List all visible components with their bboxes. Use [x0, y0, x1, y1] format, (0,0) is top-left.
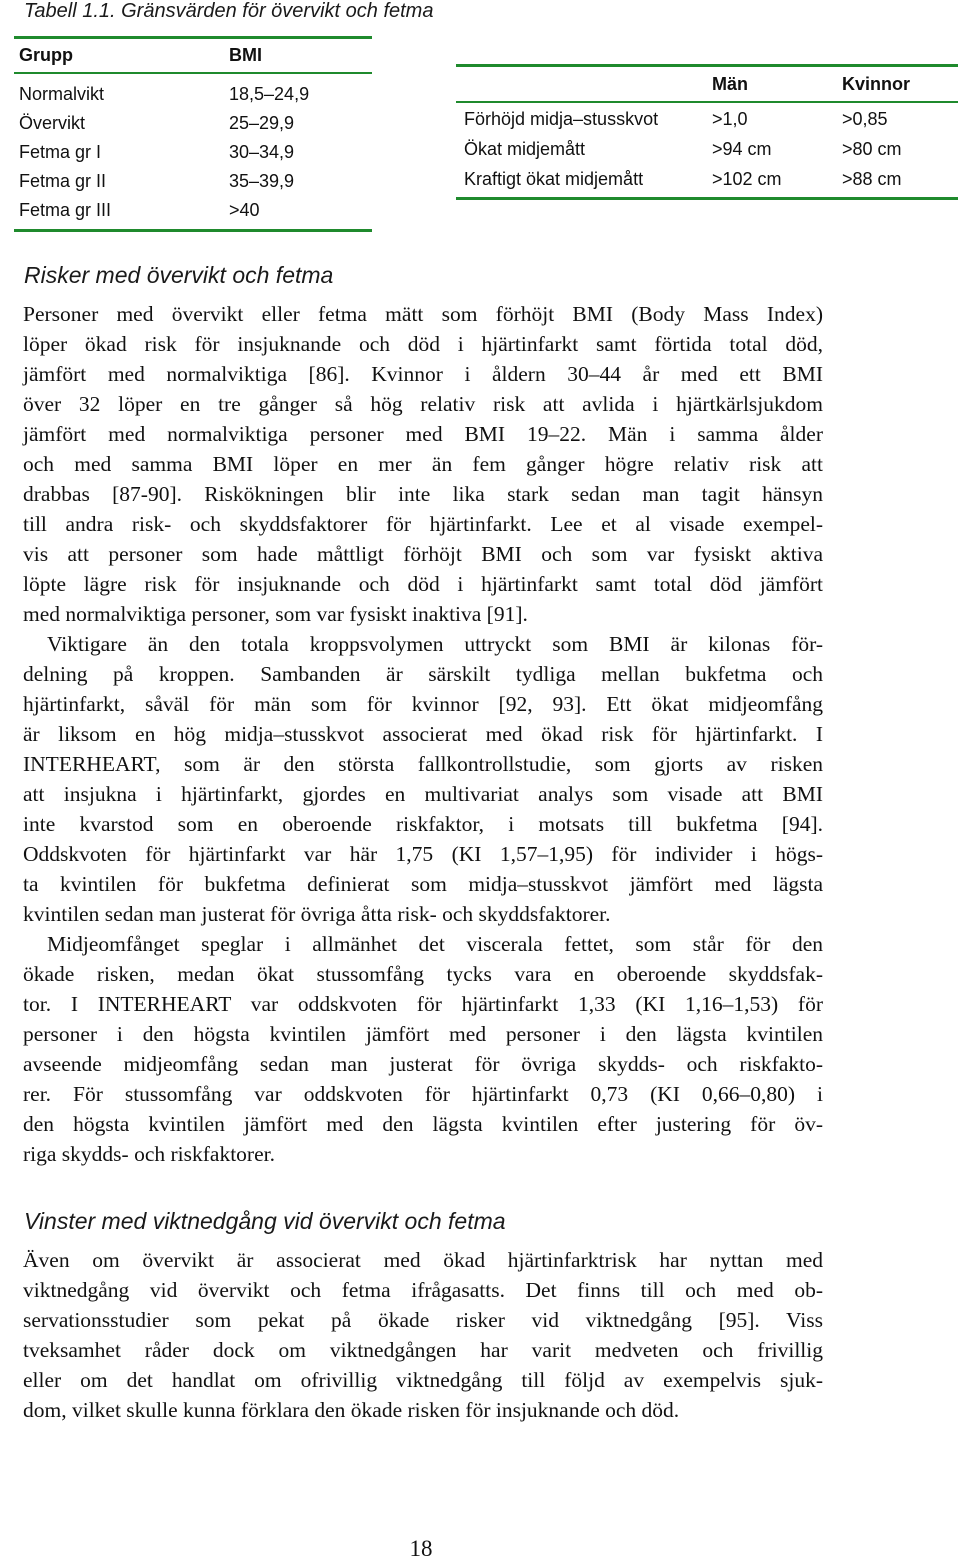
- text-line: personer i den högsta kvintilen jämfört med personer i den lägsta kvintilen: [23, 1022, 823, 1046]
- table-header-row: [456, 67, 958, 101]
- table-cell: 18,5–24,9: [229, 84, 310, 104]
- paragraph: [23, 1245, 823, 1425]
- column-header-men: Män: [712, 74, 748, 94]
- waist-table: [456, 64, 958, 200]
- table-row: [14, 109, 372, 138]
- table-cell: Förhöjd midja–stusskvot: [464, 109, 659, 129]
- table-row: [14, 167, 372, 196]
- text-line: eller om det handlat om ofrivillig viktnedgång till följd av exempelvis sjuk-: [23, 1368, 823, 1392]
- text-line: till andra risk- och skyddsfaktorer för hjärtinfarkt. Lee et al visade exempel-: [23, 512, 823, 536]
- column-header-women: Kvinnor: [842, 74, 911, 94]
- text-line: delning på kroppen. Sambanden är särskilt tydliga mellan bukfetma och: [23, 662, 823, 686]
- table-cell: >80 cm: [842, 139, 902, 159]
- column-header-bmi: BMI: [229, 45, 262, 65]
- text-line: löpte lägre risk för insjuknande och död i hjärtinfarkt samt total död jämfört: [23, 572, 823, 596]
- table-cell: >94 cm: [712, 139, 772, 159]
- table-cell: Normalvikt: [19, 84, 105, 104]
- text-line: Oddskvoten för hjärtinfarkt var här 1,75 (KI 1,57–1,95) för individer i högs-: [23, 842, 823, 866]
- paragraph: [23, 629, 823, 929]
- text-line: dom, vilket skulle kunna förklara den ökade risken för insjuknande och död.: [23, 1398, 680, 1422]
- text-line: tor. I INTERHEART var oddskvoten för hjärtinfarkt 1,33 (KI 1,16–1,53) för: [23, 992, 823, 1016]
- text-line: tveksamhet råder dock om viktnedgången har varit medveten och frivillig: [23, 1338, 823, 1362]
- text-line: och med samma BMI löper en mer än fem gånger högre relativ risk att: [23, 452, 823, 476]
- text-line: Viktigare än den totala kroppsvolymen uttryckt som BMI är kilonas för-: [47, 632, 823, 656]
- table-row: [14, 196, 372, 225]
- text-line: riga skydds- och riskfaktorer.: [23, 1142, 275, 1166]
- text-line: den högsta kvintilen jämfört med den lägsta kvintilen efter justering för öv-: [23, 1112, 823, 1136]
- page-number: 18: [409, 1536, 433, 1561]
- text-line: inte kvarstod som en oberoende riskfaktor, i motsats till bukfetma [94].: [23, 812, 823, 836]
- table-row: [14, 138, 372, 167]
- table-header-row: [14, 39, 372, 72]
- table-row: [456, 104, 958, 134]
- table-cell: Fetma gr II: [19, 171, 107, 191]
- table-cell: 30–34,9: [229, 142, 295, 162]
- table-rule: [456, 197, 958, 200]
- paragraph: [23, 929, 823, 1169]
- table-cell: >0,85: [842, 109, 888, 129]
- table-cell: Ökat midjemått: [464, 139, 586, 159]
- table-cell: >40: [229, 200, 260, 220]
- table-row: [456, 134, 958, 164]
- table-cell: 25–29,9: [229, 113, 295, 133]
- table-cell: Fetma gr I: [19, 142, 102, 162]
- text-line: jämfört med normalviktiga personer med BMI 19–22. Män i samma ålder: [23, 422, 823, 446]
- table-cell: >88 cm: [842, 169, 902, 189]
- table-row: [14, 80, 372, 109]
- table-cell: Fetma gr III: [19, 200, 112, 220]
- table-cell: Övervikt: [19, 113, 86, 133]
- text-line: drabbas [87-90]. Riskökningen blir inte lika stark sedan man tagit hänsyn: [23, 482, 823, 506]
- text-line: Även om övervikt är associerat med ökad hjärtinfarktrisk har nyttan med: [23, 1248, 823, 1272]
- text-line: över 32 löper en tre gånger så hög relativ risk att avlida i hjärtkärlsjukdom: [23, 392, 823, 416]
- section-heading-benefits: Vinster med viktnedgång vid övervikt och fetma: [24, 1208, 506, 1234]
- text-line: Midjeomfånget speglar i allmänhet det viscerala fettet, som står för den: [47, 932, 823, 956]
- text-line: ta kvintilen för bukfetma definierat som midja–stusskvot jämfört med lägsta: [23, 872, 823, 896]
- text-line: löper ökad risk för insjuknande och död i hjärtinfarkt samt förtida total död,: [23, 332, 823, 356]
- table-row: [456, 164, 958, 194]
- section-heading-risks: Risker med övervikt och fetma: [24, 262, 334, 288]
- text-line: servationsstudier som pekat på ökade risker vid viktnedgång [95]. Viss: [23, 1308, 823, 1332]
- text-line: rer. För stussomfång var oddskvoten för hjärtinfarkt 0,73 (KI 0,66–0,80) i: [23, 1082, 823, 1106]
- text-line: hjärtinfarkt, såväl för män som för kvinnor [92, 93]. Ett ökat midjeomfång: [23, 692, 823, 716]
- table-cell: 35–39,9: [229, 171, 295, 191]
- text-line: INTERHEART, som är den största fallkontrollstudie, som gjorts av risken: [23, 752, 823, 776]
- text-line: Personer med övervikt eller fetma mätt som förhöjt BMI (Body Mass Index): [23, 302, 823, 326]
- text-line: jämfört med normalviktiga [86]. Kvinnor i åldern 30–44 år med ett BMI: [23, 362, 823, 386]
- bmi-table: [14, 36, 372, 232]
- paragraph: [23, 299, 823, 629]
- text-line: med normalviktiga personer, som var fysiskt inaktiva [91].: [23, 602, 528, 626]
- table-cell: Kraftigt ökat midjemått: [464, 169, 644, 189]
- text-line: är liksom en hög midja–stusskvot associerat med ökad risk för hjärtinfarkt. I: [23, 722, 823, 746]
- table-caption: Tabell 1.1. Gränsvärden för övervikt och fetma: [24, 0, 434, 22]
- table-cell: >102 cm: [712, 169, 782, 189]
- text-line: kvintilen sedan man justerat för övriga åtta risk- och skyddsfaktorer.: [23, 902, 611, 926]
- table-cell: >1,0: [712, 109, 748, 129]
- text-line: ökade risken, medan ökat stussomfång tycks vara en oberoende skyddsfak-: [23, 962, 823, 986]
- text-line: viktnedgång vid övervikt och fetma ifrågasatts. Det finns till och med ob-: [23, 1278, 823, 1302]
- column-header-group: Grupp: [19, 45, 73, 65]
- table-rule: [14, 229, 372, 232]
- text-line: vis att personer som hade måttligt förhöjt BMI och som var fysiskt aktiva: [23, 542, 823, 566]
- text-line: avseende midjeomfång sedan man justerat för övriga skydds- och riskfakto-: [23, 1052, 823, 1076]
- text-line: att insjukna i hjärtinfarkt, gjordes en multivariat analys som visade att BMI: [23, 782, 823, 806]
